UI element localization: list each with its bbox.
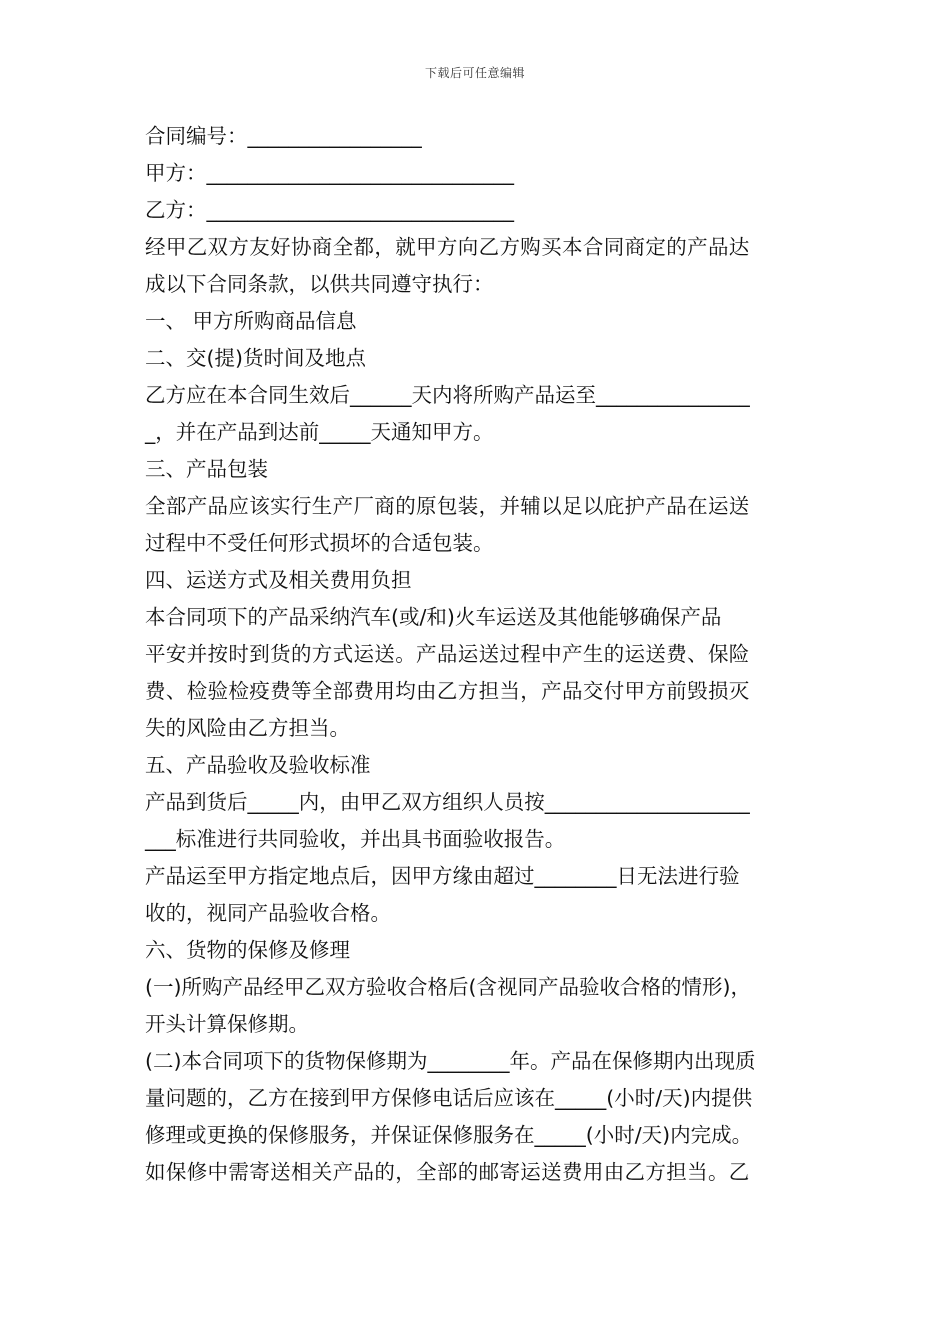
paragraph-line: 费、检验检疫费等全部费用均由乙方担当，产品交付甲方前毁损灭: [145, 679, 750, 703]
paragraph-line: 失的风险由乙方担当。: [145, 716, 350, 740]
contract-body: [145, 118, 810, 1191]
paragraph-line: 经甲乙双方友好协商全都，就甲方向乙方购买本合同商定的产品达: [145, 235, 750, 259]
paragraph-line: 平安并按时到货的方式运送。产品运送过程中产生的运送费、保险: [145, 642, 750, 666]
paragraph-line: 开头计算保修期。: [145, 1012, 309, 1036]
contract-number-line: 合同编号：_________________: [145, 124, 422, 148]
paragraph-line: 收的，视同产品验收合格。: [145, 901, 391, 925]
section-heading: 六、货物的保修及修理: [145, 938, 350, 962]
section-heading: 五、产品验收及验收标准: [145, 753, 371, 777]
section-heading: 四、运送方式及相关费用负担: [145, 568, 412, 592]
paragraph-line: ___标准进行共同验收，并出具书面验收报告。: [145, 827, 566, 851]
paragraph-line: 如保修中需寄送相关产品的，全部的邮寄运送费用由乙方担当。乙: [145, 1160, 750, 1184]
paragraph-line: 产品到货后_____内，由甲乙双方组织人员按____________________: [145, 790, 750, 814]
paragraph-line: 本合同项下的产品采纳汽车(或/和)火车运送及其他能够确保产品: [145, 605, 722, 629]
paragraph-line: (一)所购产品经甲乙双方验收合格后(含视同产品验收合格的情形)，: [145, 975, 751, 999]
paragraph-line: 产品运至甲方指定地点后，因甲方缘由超过________日无法进行验: [145, 864, 740, 888]
paragraph-line: (二)本合同项下的货物保修期为________年。产品在保修期内出现质: [145, 1049, 756, 1073]
section-heading: 二、交(提)货时间及地点: [145, 346, 366, 370]
paragraph-line: 全部产品应该实行生产厂商的原包装，并辅以足以庇护产品在运送: [145, 494, 750, 518]
paragraph-line: 乙方应在本合同生效后______天内将所购产品运至_______________: [145, 383, 750, 407]
paragraph-line: 修理或更换的保修服务，并保证保修服务在_____(小时/天)内完成。: [145, 1123, 753, 1147]
paragraph-line: 成以下合同条款，以供共同遵守执行：: [145, 272, 494, 296]
header-note: 下载后可任意编辑: [424, 66, 525, 80]
paragraph-line: _，并在产品到达前_____天通知甲方。: [145, 420, 494, 444]
party-b-line: 乙方：______________________________: [145, 198, 514, 222]
party-a-line: 甲方：______________________________: [145, 161, 514, 185]
section-heading: 一、 甲方所购商品信息: [145, 309, 357, 333]
paragraph-line: 量问题的，乙方在接到甲方保修电话后应该在_____(小时/天)内提供: [145, 1086, 753, 1110]
section-heading: 三、产品包装: [145, 457, 268, 481]
paragraph-line: 过程中不受任何形式损坏的合适包装。: [145, 531, 494, 555]
